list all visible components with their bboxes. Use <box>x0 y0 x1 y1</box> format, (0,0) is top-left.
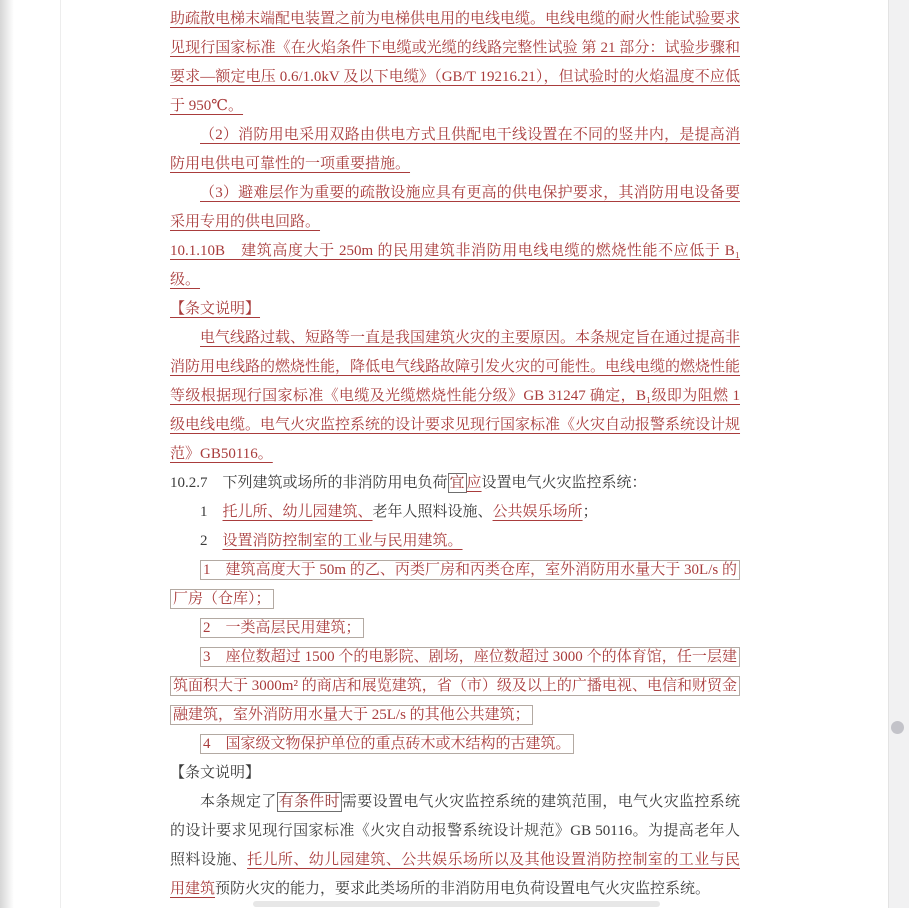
text-segment: 预防火灾的能力，要求此类场所的非消防用电负荷设置电气火灾监控系统。 <box>215 881 711 897</box>
right-margin-gutter <box>889 0 909 908</box>
paragraph-clause-10-2-7 <box>170 469 740 498</box>
paragraph-deleted-item-4 <box>170 730 740 759</box>
text-segment: 老年人照料设施、 <box>372 504 493 520</box>
text-segment: 1 <box>200 504 223 520</box>
text-segment: 2 <box>200 533 223 549</box>
text-segment: （3）避难层作为重要的疏散设施应具有更高的供电保护要求，其消防用电设备要采用专用的供电回路。 <box>170 185 740 230</box>
paragraph-deleted-item-1 <box>170 556 740 614</box>
text-segment: 托儿所、幼儿园建筑、公共娱乐场所以及其他设置消防控制室的工业与民用建筑 <box>170 852 740 897</box>
page-left-border <box>60 0 61 908</box>
paragraph-item-2-dual-supply <box>170 121 740 179</box>
scroll-indicator-dot[interactable] <box>891 721 904 734</box>
text-segment: 3 座位数超过 1500 个的电影院、剧场，座位数超过 3000 个的体育馆，任一层建筑面积大于 3000m² 的商店和展览建筑，省（市）级及以上的广播电视、电信和财贸金融建筑，室外消防用水量大于 25L/s 的其他公共建筑； <box>170 647 740 725</box>
text-segment: 需要设置电气火灾监控系统的建筑范围，电气火灾监控系统的设计要求见现行国家标准《火灾自动报警系统设计规范》GB 50116。为提高老年人照料设施、 <box>170 794 740 868</box>
text-segment: 设置消防控制室的工业与民用建筑。 <box>222 533 463 549</box>
text-segment: 宜 <box>449 475 465 491</box>
text-segment: （2）消防用电采用双路由供电方式且供配电干线设置在不同的竖井内，是提高消防用电供电可靠性的一项重要措施。 <box>170 127 740 172</box>
document-page <box>170 5 740 904</box>
text-segment: 本条规定了 <box>200 794 277 810</box>
bottom-bar <box>253 901 660 907</box>
text-segment: 1 建筑高度大于 50m 的乙、丙类厂房和丙类仓库，室外消防用水量大于 30L/s 的厂房（仓库）； <box>170 560 740 609</box>
text-segment: 10.2.7 下列建筑或场所的非消防用电负荷 <box>170 475 448 491</box>
paragraph-deleted-item-2 <box>170 614 740 643</box>
paragraph-list-item-2 <box>170 527 740 556</box>
text-segment: 2 一类高层民用建筑； <box>200 618 364 638</box>
paragraph-deleted-item-3 <box>170 643 740 730</box>
text-segment: 10.1.10B 建筑高度大于 250m 的民用建筑非消防用电线电缆的燃烧性能不应低于 B₁级。 <box>170 243 740 288</box>
paragraph-item-3-refuge-floor <box>170 179 740 237</box>
text-segment: 有条件时 <box>278 794 340 810</box>
text-segment: 设置电气火灾监控系统： <box>481 475 647 491</box>
text-segment: 托儿所、幼儿园建筑、 <box>222 504 373 520</box>
text-segment: 公共娱乐场所 <box>492 504 583 520</box>
text-segment: 【条文说明】 <box>170 301 261 317</box>
paragraph-clause-note-body-black <box>170 788 740 904</box>
page-left-shadow <box>0 0 14 908</box>
text-segment: ； <box>582 504 598 520</box>
text-segment: 4 国家级文物保护单位的重点砖木或木结构的古建筑。 <box>200 734 574 754</box>
paragraph-clause-note-heading-black <box>170 759 740 788</box>
paragraph-list-item-1 <box>170 498 740 527</box>
paragraph-clause-note-heading-red <box>170 295 740 324</box>
text-segment: 应 <box>466 475 482 491</box>
paragraph-clause-10-1-10B <box>170 237 740 295</box>
paragraph-clause-note-body-red <box>170 324 740 469</box>
paragraph-fire-test-requirement <box>170 5 740 121</box>
text-segment: 助疏散电梯末端配电装置之前为电梯供电用的电线电缆。电线电缆的耐火性能试验要求见现行国家标准《在火焰条件下电缆或光缆的线路完整性试验 第 21 部分：试验步骤和要求—额定电压 0.6/1.0kV 及以下电缆》（GB/T 19216.21），但试验时的火焰温度不应低于 950℃。 <box>170 11 741 114</box>
text-segment: 【条文说明】 <box>170 765 261 781</box>
text-segment: 电气线路过载、短路等一直是我国建筑火灾的主要原因。本条规定旨在通过提高非消防用电线路的燃烧性能，降低电气线路故障引发火灾的可能性。电线电缆的燃烧性能等级根据现行国家标准《电缆及光缆燃烧性能分级》GB 31247 确定，B₁级即为阻燃 1 级电线电缆。电气火灾监控系统的设计要求见现行国家标准《火灾自动报警系统设计规范》GB50116。 <box>170 330 741 462</box>
